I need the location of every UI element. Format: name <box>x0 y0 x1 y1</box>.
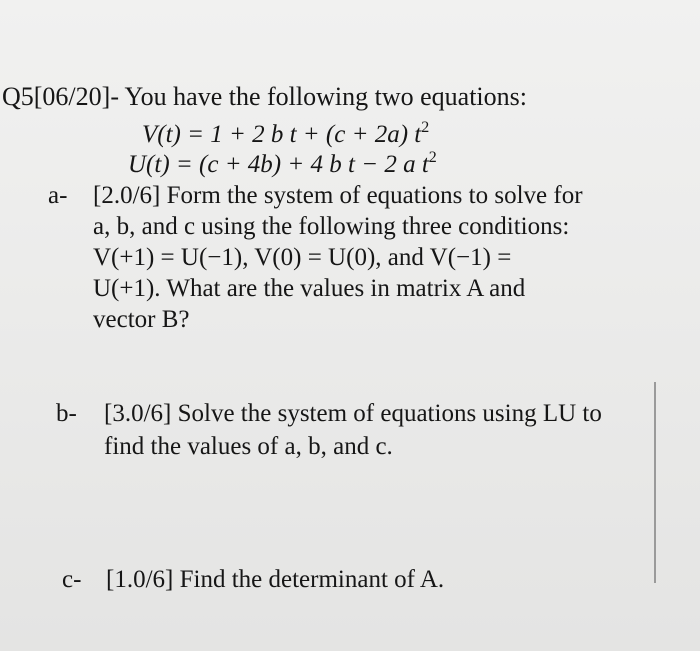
part-c-line-1: [1.0/6] Find the determinant of A. <box>106 566 445 593</box>
part-a-label: a- <box>48 182 68 209</box>
part-a-line-2: a, b, and c using the following three conditions: <box>93 213 570 240</box>
equation-u-body: U(t) = (c + 4b) + 4 b t − 2 a t <box>128 151 429 178</box>
part-a-line-4: U(+1). What are the values in matrix A and <box>93 275 526 302</box>
equation-v-exponent: 2 <box>421 119 430 136</box>
question-header: Q5[06/20]- You have the following two equations: <box>2 82 528 111</box>
equation-v-body: V(t) = 1 + 2 b t + (c + 2a) t <box>142 121 422 148</box>
equation-u <box>128 143 437 180</box>
part-a-line-5: vector B? <box>93 306 190 333</box>
part-a-line-1: [2.0/6] Form the system of equations to solve for <box>93 182 583 209</box>
part-c-label: c- <box>62 566 82 593</box>
equation-u-exponent: 2 <box>428 149 437 166</box>
part-b-line-2: find the values of a, b, and c. <box>104 433 393 460</box>
page-border-line <box>654 382 656 583</box>
part-a-line-3: V(+1) = U(−1), V(0) = U(0), and V(−1) = <box>93 244 512 271</box>
part-b-label: b- <box>56 400 77 427</box>
part-b-line-1: [3.0/6] Solve the system of equations using LU to <box>104 400 602 427</box>
